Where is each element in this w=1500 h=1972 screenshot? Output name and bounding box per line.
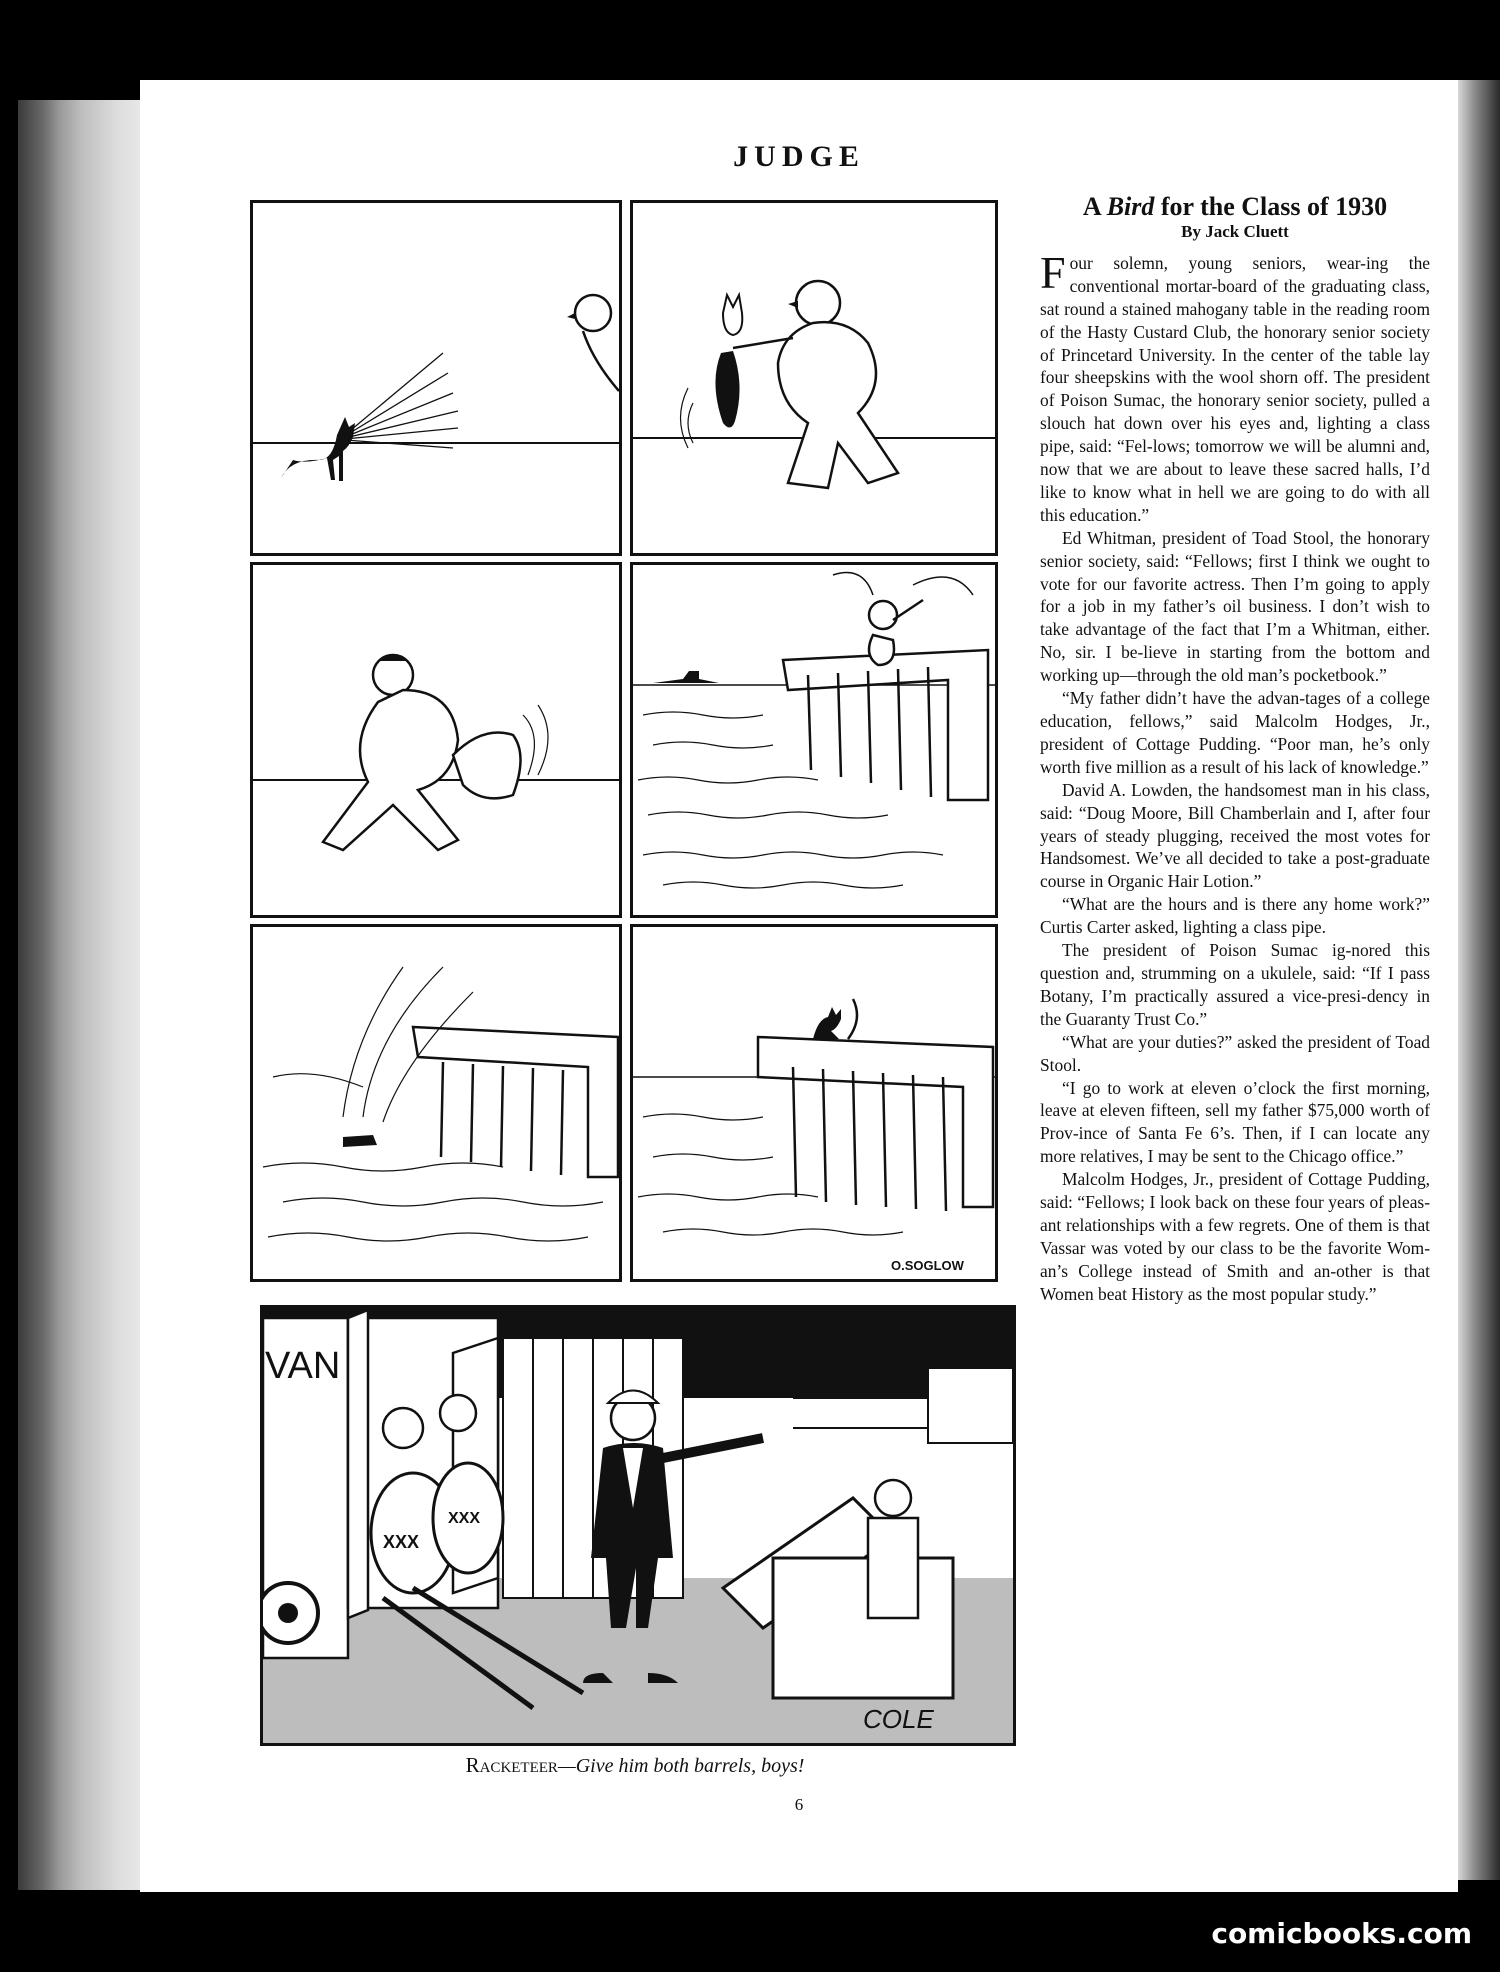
- barrel-label-right: XXX: [448, 1510, 481, 1527]
- cartoon-drawing: [263, 1308, 1013, 1743]
- soglow-signature: O.SOGLOW: [891, 1258, 964, 1273]
- watermark: comicbooks.com: [1211, 1917, 1472, 1950]
- article-paragraph-5: “What are the hours and is there any home work?” Curtis Carter asked, lighting a class pipe.: [1040, 894, 1430, 938]
- book-page-edges: [18, 100, 158, 1890]
- racketeer-cartoon: [260, 1305, 1016, 1746]
- comic-panel-1: [250, 200, 622, 556]
- comic-panel-2: [630, 200, 998, 556]
- running-head: JUDGE: [733, 140, 865, 173]
- caption-line: —Give him both barrels, boys!: [557, 1755, 805, 1777]
- article-byline: By Jack Cluett: [1181, 221, 1289, 241]
- caption-speaker: Racketeer: [465, 1753, 558, 1777]
- article-paragraph-2: Ed Whitman, president of Toad Stool, the honorary senior society, said: “Fellows; first I think we ought to vote for our favorite actress. Then I’m going to apply for a job in my father’s oil business. I don’t wish to take advantage of the fact that I’m a Whitman, either. No, sir. I be-lieve in starting from the bottom and working up—through the old man’s pocketbook.”: [1040, 527, 1430, 686]
- comic-strip: [250, 200, 1000, 1280]
- article-paragraph-4: David A. Lowden, the handsomest man in his class, said: “Doug Moore, Bill Chamberlain and I, after four years of steady plugging, received the most votes for Handsomest. We’ve all decided to take a post-graduate course in Organic Hair Lotion.”: [1040, 779, 1430, 892]
- article-paragraph-6: The president of Poison Sumac ig-nored this question and, strumming on a ukulele, said: “If I pass Botany, I’m practically assured a vice-presi-dency in the Guaranty Trust Co.”: [1040, 940, 1430, 1029]
- article-paragraph-3: “My father didn’t have the advan-tages of a college education, fellows,” said Malcolm Hodges, Jr., president of Cottage Pudding. “Poor man, he’s only worth five million as a result of his lack of knowledge.”: [1040, 688, 1430, 777]
- article-title: A Bird for the Class of 1930: [1082, 192, 1388, 221]
- book-binding-edge: [1458, 80, 1500, 1880]
- van-lettering: VAN: [265, 1345, 341, 1387]
- panel-2-drawing: [633, 203, 995, 553]
- panel-3-drawing: [253, 565, 619, 915]
- comic-panel-4: [630, 562, 998, 918]
- article-paragraph-1: Four solemn, young seniors, wear-ing the conventional mortar-board of the graduating class, sat round a stained mahogany table in the reading room of the Hasty Custard Club, the honorary senior society of Princetard University. In the center of the table lay four sheepskins with the wool shorn off. The president of Poison Sumac, the honorary senior society, pulled a slouch hat down over his eyes and, lighting a class pipe, said: “Fel-lows; tomorrow we will be alumni and, now that we are about to leave these sacred halls, I’d like to know what in hell we are going to do with all this education.”: [1040, 246, 1430, 525]
- cole-signature: COLE: [863, 1704, 934, 1734]
- comic-panel-3: [250, 562, 622, 918]
- article-paragraph-9: Malcolm Hodges, Jr., president of Cottage Pudding, said: “Fellows; I look back on these four years of pleas-ant relationships with a few regrets. One of them is that Vassar was voted by our class to be the favorite Wom-an’s College instead of Smith and an-other is that Women beat History as the most popular study.”: [1040, 1169, 1430, 1304]
- magazine-page: [140, 80, 1458, 1892]
- barrel-label-left: XXX: [383, 1532, 420, 1552]
- panel-1-drawing: [253, 203, 619, 553]
- panel-6-drawing: [633, 927, 995, 1279]
- comic-panel-5: [250, 924, 622, 1282]
- comic-panel-6: [630, 924, 998, 1282]
- cartoon-caption: [260, 1753, 1010, 1778]
- panel-5-drawing: [253, 927, 619, 1279]
- article-paragraph-8: “I go to work at eleven o’clock the first morning, leave at eleven fifteen, sell my father $75,000 worth of Prov-ince of Santa Fe 6’s. Then, if I can locate any more relatives, I may be sent to the Chicago office.”: [1040, 1077, 1430, 1167]
- article-paragraph-7: “What are your duties?” asked the president of Toad Stool.: [1040, 1031, 1430, 1075]
- page-number: 6: [794, 1795, 804, 1814]
- article-column: [1040, 192, 1430, 1306]
- panel-4-drawing: [633, 565, 995, 915]
- drop-cap: F: [1040, 246, 1066, 298]
